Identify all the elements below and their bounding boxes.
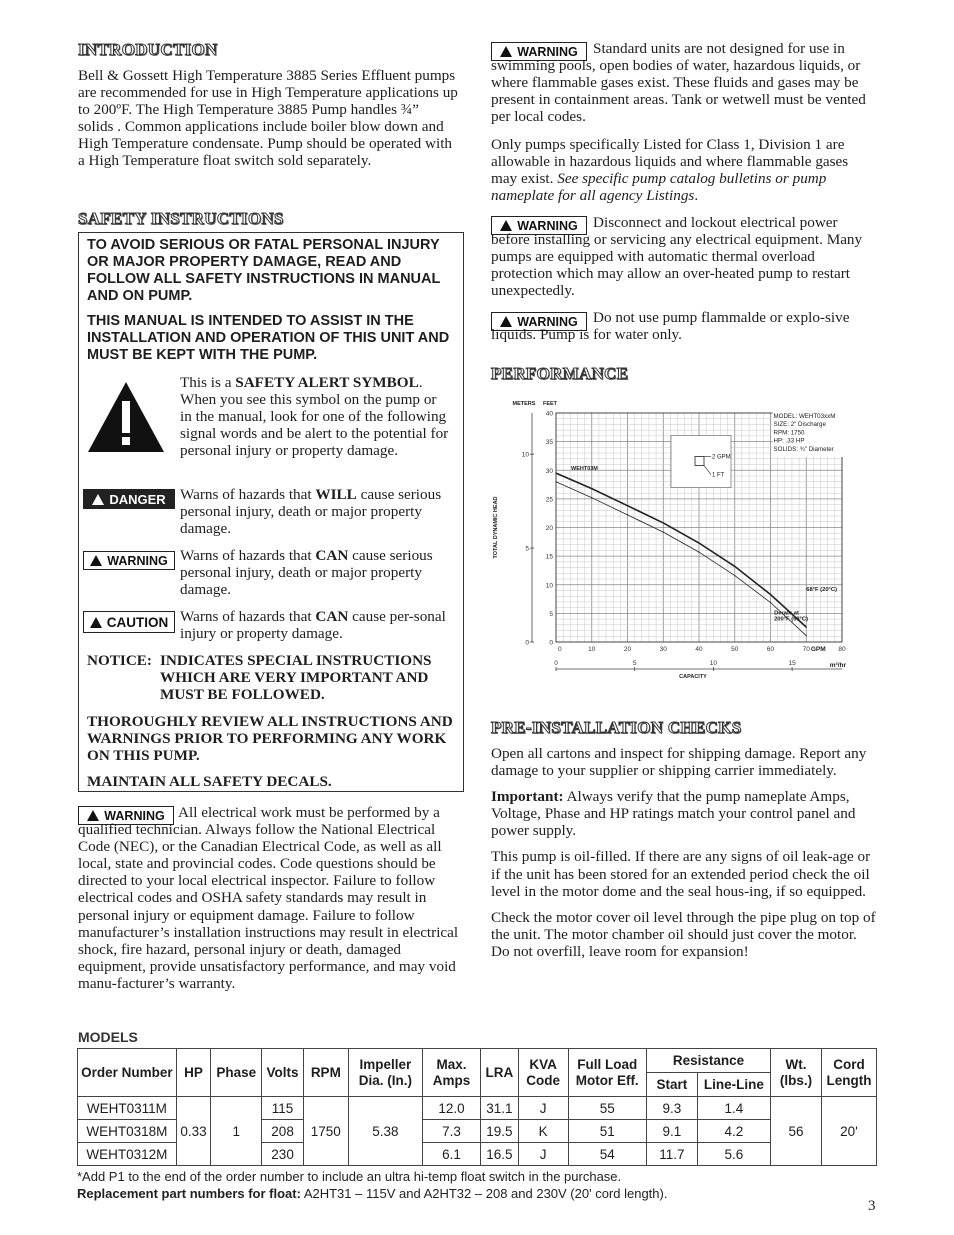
y-tick-label: 35: [545, 439, 553, 447]
x-tick-label: 20: [623, 646, 632, 653]
cell-impeller: 5.38: [348, 1097, 422, 1166]
performance-heading: PERFORMANCE: [491, 364, 629, 383]
y-axis-label: TOTAL DYNAMIC HEAD: [493, 496, 499, 559]
cell-lra: 19.5: [481, 1120, 519, 1143]
series-point: [591, 488, 592, 489]
y-tick-label: 40: [545, 410, 553, 418]
x-tick-label: 80: [838, 646, 846, 653]
series-line-1: [556, 473, 809, 627]
review-text: THOROUGHLY REVIEW ALL INSTRUCTIONS AND WARNINGS PRIOR TO PERFORMING ANY WORK ON THIS PUMP.: [87, 713, 453, 765]
col-hp: HP: [176, 1049, 211, 1097]
col-resistance-line: Line-Line: [697, 1073, 770, 1097]
series-point: [698, 552, 699, 553]
danger-text: Warns of hazards that WILL cause serious personal injury, death or major property damage.: [180, 486, 442, 538]
y-unit-feet: FEET: [542, 401, 558, 407]
col-volts: Volts: [262, 1049, 304, 1097]
safety-alert-text: This is a SAFETY ALERT SYMBOL. When you see this symbol on the pump or in the manual, look for one of the following signal words and be alert to the potential for personal injury or property damage.: [180, 374, 449, 460]
y-tick-label: 15: [545, 553, 553, 561]
model-info-line: RPM: 1750: [773, 429, 805, 437]
y-tick-label: 25: [545, 496, 553, 504]
warning-badge-3: WARNING: [491, 312, 587, 331]
class1-text: Only pumps specifically Listed for Class 1, Division 1 are allowable in hazardous liquids and where flammable gases may exist. See specific pump catalog bulletins or pump nameplate for all agency Listings.: [491, 136, 849, 205]
x-tick-label: 10: [588, 646, 596, 653]
model-info-line: HP: .33 HP: [773, 437, 805, 445]
temp-68-label: 68°F (20°C): [806, 586, 837, 593]
safety-warning-1: TO AVOID SERIOUS OR FATAL PERSONAL INJURY OR MAJOR PROPERTY DAMAGE, READ AND FOLLOW ALL SAFETY INSTRUCTIONS IN MANUAL AND ON PUMP.: [87, 237, 441, 304]
x-tick-label: 0: [558, 646, 562, 653]
models-heading: MODELS: [78, 1029, 138, 1045]
model-info-line: MODEL: WEHT03xxM: [773, 413, 836, 420]
cell-amps: 6.1: [423, 1143, 481, 1166]
col-impeller: Impeller Dia. (In.): [348, 1049, 422, 1097]
m3hr-tick-label: 10: [709, 660, 718, 667]
series-point: [806, 627, 807, 628]
y-tick-label: 0: [549, 639, 553, 647]
col-motor-eff: Full Load Motor Eff.: [568, 1049, 646, 1097]
model-info-line: SIZE: 2" Discharge: [773, 421, 826, 429]
preinstall-heading: PRE-INSTALLATION CHECKS: [491, 718, 742, 737]
caution-badge: CAUTION: [83, 611, 175, 633]
x-tick-label: 30: [659, 646, 667, 653]
col-kva: KVA Code: [518, 1049, 568, 1097]
intro-heading: INTRODUCTION: [78, 40, 218, 59]
cell-amps: 12.0: [423, 1097, 481, 1120]
warning-1-text: Standard units are not designed for use in swimming pools, open bodies of water, hazardous liquids, or where flammable gases exist. These fluids and gases may be present in containment areas. Tank or wetwell must be vented per local codes.: [491, 40, 866, 126]
warning-2-text: Disconnect and lockout electrical power before installing or servicing any electrical equipment. Many pumps are equipped with automatic thermal overload protection which may allow an over-heated pump to restart unexpectedly.: [491, 214, 863, 300]
cell-volts: 208: [262, 1120, 304, 1143]
x-tick-label: 40: [695, 646, 703, 653]
cell-volts: 115: [262, 1097, 304, 1120]
derate-label: 200°F (93°C): [774, 616, 809, 623]
series-point: [627, 505, 628, 506]
series-point: [770, 602, 771, 603]
y-unit-meters: METERS: [512, 401, 536, 407]
col-resistance: Resistance: [646, 1049, 770, 1073]
x-tick-label: 70: [802, 646, 810, 653]
warning-triangle-icon: [90, 555, 102, 566]
series-point: [663, 531, 664, 532]
x-unit-gpm: GPM: [810, 646, 826, 653]
meter-tick-label: 0: [525, 639, 529, 647]
scale-key-square: [695, 457, 704, 466]
series-point: [591, 497, 592, 498]
page-number: 3: [868, 1198, 876, 1214]
x-axis-label: CAPACITY: [679, 674, 707, 680]
y-tick-label: 20: [545, 525, 553, 532]
cell-eff: 55: [568, 1097, 646, 1120]
cell-kva: K: [518, 1120, 568, 1143]
cell-amps: 7.3: [423, 1120, 481, 1143]
danger-badge: DANGER: [83, 489, 175, 509]
series-point: [627, 514, 628, 515]
series-point: [555, 481, 556, 482]
cell-phase: 1: [211, 1097, 262, 1166]
intro-text: Bell & Gossett High Temperature 3885 Series Effluent pumps are recommended for use in High Temperature applications up to 200ºF. The High Temperature 3885 Pump handles ¾” solids . Common applications include boiler blow down and High Temperature condensate. Pump should be operated with a High Temperature float switch sold separately.: [78, 67, 458, 170]
electrical-warning-badge: WARNING: [78, 806, 174, 825]
warning-triangle-icon: [92, 494, 104, 505]
caution-text: Warns of hazards that CAN cause per-sonal injury or property damage.: [180, 608, 446, 643]
cell-rpm: 1750: [303, 1097, 348, 1166]
cell-volts: 230: [262, 1143, 304, 1166]
x-tick-label: 50: [731, 646, 739, 653]
series-point: [770, 594, 771, 595]
warning-badge-2: WARNING: [491, 216, 587, 235]
col-order-number: Order Number: [78, 1049, 177, 1097]
col-rpm: RPM: [303, 1049, 348, 1097]
col-cord-length: Cord Length: [821, 1049, 876, 1097]
cell-line: 4.2: [697, 1120, 770, 1143]
warning-badge: WARNING: [83, 551, 175, 570]
derate-label: Derate at: [774, 610, 799, 617]
warning-badge-1: WARNING: [491, 42, 587, 61]
x-unit-m3hr: m³/hr: [829, 662, 846, 669]
col-resistance-start: Start: [646, 1073, 697, 1097]
col-max-amps: Max. Amps: [423, 1049, 481, 1097]
decals-text: MAINTAIN ALL SAFETY DECALS.: [87, 773, 332, 790]
notice-text: NOTICE: INDICATES SPECIAL INSTRUCTIONS WHICH ARE VERY IMPORTANT AND MUST BE FOLLOWED.: [87, 652, 432, 704]
warning-text: Warns of hazards that CAN cause serious personal injury, death or major property damage.: [180, 547, 433, 599]
y-tick-label: 5: [549, 610, 553, 618]
cell-line: 1.4: [697, 1097, 770, 1120]
cell-order: WEHT0312M: [78, 1143, 177, 1166]
m3hr-tick-label: 0: [554, 660, 558, 667]
warning-3-text: Do not use pump flammalde or explo-sive liquids. Pump is for water only.: [491, 309, 850, 344]
table-row: [78, 1097, 877, 1120]
warning-triangle-icon: [90, 617, 102, 628]
models-table: [77, 1048, 877, 1166]
cell-hp: 0.33: [176, 1097, 211, 1166]
cell-order: WEHT0318M: [78, 1120, 177, 1143]
cell-start: 9.1: [646, 1120, 697, 1143]
col-lra: LRA: [481, 1049, 519, 1097]
safety-heading: SAFETY INSTRUCTIONS: [78, 209, 284, 228]
cell-start: 9.3: [646, 1097, 697, 1120]
cell-weight: 56: [771, 1097, 822, 1166]
meter-tick-label: 10: [521, 451, 529, 459]
performance-chart-svg: [488, 394, 878, 690]
cell-line: 5.6: [697, 1143, 770, 1166]
cell-start: 11.7: [646, 1143, 697, 1166]
safety-box: [78, 232, 464, 792]
scale-key-gpm: 2 GPM: [712, 454, 731, 461]
series-point: [806, 635, 807, 636]
cell-cord: 20': [821, 1097, 876, 1166]
cell-order: WEHT0311M: [78, 1097, 177, 1120]
preinstall-text: Open all cartons and inspect for shipping damage. Report any damage to your supplier or shipping carrier immediately. Important: Always verify that the pump nameplate Amps, Voltage, Phase and HP ratings match your control panel and power supply. This pump is oil-filled. If there are any signs of oil leak-age or if the unit has been stored for an extended period check the oil level in the motor dome and the seal hous-ing, if so equipped. Check the motor cover oil level through the pipe plug on top of the unit. The motor chamber oil should just cover the motor. Do not overfill, leave room for expansion!: [491, 745, 876, 960]
safety-alert-symbol-icon: [85, 379, 167, 460]
series-label: WEHT03M: [571, 466, 598, 473]
series-point: [555, 473, 556, 474]
model-info-line: SOLIDS: ¾" Diameter: [773, 445, 834, 453]
m3hr-tick-label: 5: [632, 660, 637, 667]
col-phase: Phase: [211, 1049, 262, 1097]
x-tick-label: 60: [766, 646, 775, 653]
cell-lra: 16.5: [481, 1143, 519, 1166]
meter-tick-label: 5: [525, 545, 529, 553]
m3hr-tick-label: 15: [788, 660, 796, 667]
y-tick-label: 10: [545, 582, 553, 590]
y-tick-label: 30: [545, 467, 553, 475]
col-weight: Wt. (lbs.): [771, 1049, 822, 1097]
safety-warning-2: THIS MANUAL IS INTENDED TO ASSIST IN THE INSTALLATION AND OPERATION OF THIS UNIT AND MUST BE KEPT WITH THE PUMP.: [87, 313, 450, 363]
cell-eff: 51: [568, 1120, 646, 1143]
models-note-1: *Add P1 to the end of the order number to include an ultra hi-temp float switch in the purchase.: [77, 1169, 622, 1184]
electrical-text: All electrical work must be performed by a qualified technician. Always follow the National Electrical Code (NEC), or the Canadian Electrical Code, as well as all local, state and provincial codes. Code questions should be directed to your local electrical inspector. Failure to follow electrical codes and OSHA safety standards may result in personal injury or equipment damage. Failure to follow manufacturer’s installation instructions may result in electrical shock, fire hazard, personal injury or death, damaged equipment, provide unsatisfactory performance, and may void manu-facturer’s warranty.: [78, 804, 459, 992]
cell-lra: 31.1: [481, 1097, 519, 1120]
series-point: [734, 566, 735, 567]
series-point: [698, 542, 699, 543]
performance-chart: [488, 394, 878, 690]
cell-kva: J: [518, 1097, 568, 1120]
cell-eff: 54: [568, 1143, 646, 1166]
series-point: [663, 522, 664, 523]
scale-key-ft: 1 FT: [712, 472, 725, 479]
cell-kva: J: [518, 1143, 568, 1166]
series-point: [734, 575, 735, 576]
models-note-2: Replacement part numbers for float: A2HT31 – 115V and A2HT32 – 208 and 230V (20' cord length).: [77, 1186, 668, 1201]
